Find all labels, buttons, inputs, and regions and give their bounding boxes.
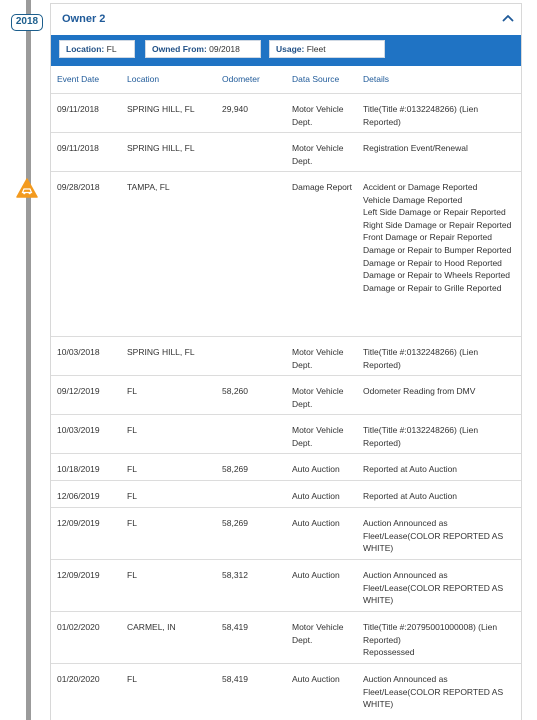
detail-line: Accident or Damage Reported [363,182,478,192]
detail-line: Reported at Auto Auction [363,491,458,501]
table-row [51,663,522,715]
column-header-data-source: Data Source [292,74,340,84]
detail-line: Title(Title #:0132248266) (Lien Reported) [363,104,479,127]
location-cell: FL [127,491,137,501]
location-cell: FL [127,464,137,474]
event-date-cell: 01/20/2020 [57,674,100,684]
owner-title: Owner 2 [62,13,106,25]
details-cell [363,673,515,711]
detail-line: Left Side Damage or Repair Reported [363,207,506,218]
data-source-cell: Motor Vehicle Dept. [292,622,344,645]
detail-line: Damage or Repair to Bumper Reported [363,244,512,255]
event-date-cell: 12/06/2019 [57,491,100,501]
table-row [51,171,522,336]
usage-label: Usage: [276,44,305,54]
details-cell [363,181,515,294]
owner-info-bar [51,35,522,66]
data-source-cell: Motor Vehicle Dept. [292,386,344,409]
owner-card [50,3,522,720]
location-cell: SPRING HILL, FL [127,143,195,153]
location-cell: FL [127,570,137,580]
location-value: FL [106,44,117,54]
event-date-cell: 09/12/2019 [57,386,100,396]
details-cell [363,346,515,371]
odometer-cell: 58,260 [222,386,248,396]
data-source-cell: Motor Vehicle Dept. [292,425,344,448]
owned-from-label: Owned From: [152,44,207,54]
table-row [51,453,522,480]
usage-chip [269,40,385,58]
event-date-cell: 10/03/2018 [57,347,100,357]
event-date-cell: 10/03/2019 [57,425,100,435]
table-row [51,480,522,507]
column-header-odometer: Odometer [222,74,260,84]
details-cell [363,103,515,128]
event-date-cell: 12/09/2019 [57,570,100,580]
location-cell: FL [127,386,137,396]
details-cell [363,621,515,659]
odometer-cell: 58,269 [222,518,248,528]
detail-line: Damage or Repair to Grille Reported [363,282,502,293]
data-source-cell: Damage Report [292,182,353,192]
data-source-cell: Auto Auction [292,491,340,501]
table-row [51,611,522,663]
column-header-details: Details [363,74,389,84]
location-cell: TAMPA, FL [127,182,170,192]
details-cell [363,385,515,398]
detail-line: Repossessed [363,647,415,658]
data-source-cell: Motor Vehicle Dept. [292,143,344,166]
year-badge: 2018 [11,14,43,31]
detail-line: Registration Event/Renewal [363,143,468,153]
data-source-cell: Auto Auction [292,570,340,580]
odometer-cell: 58,419 [222,622,248,632]
data-source-cell: Motor Vehicle Dept. [292,104,344,127]
timeline-line [26,0,31,720]
odometer-cell: 29,940 [222,104,248,114]
details-cell [363,569,515,607]
chevron-up-icon[interactable] [501,11,515,25]
column-header-location: Location [127,74,160,84]
table-row [51,93,522,132]
detail-line: Damage or Repair to Wheels Reported [363,270,510,281]
detail-line: Vehicle Damage Reported [363,194,463,205]
event-date-cell: 09/11/2018 [57,104,99,114]
odometer-cell: 58,269 [222,464,248,474]
detail-line: Reported at Auto Auction [363,464,458,474]
location-label: Location: [66,44,105,54]
event-date-cell: 01/02/2020 [57,622,100,632]
location-cell: FL [127,425,137,435]
event-date-cell: 09/11/2018 [57,143,99,153]
detail-line: Odometer Reading from DMV [363,386,476,396]
event-date-cell: 10/18/2019 [57,464,100,474]
detail-line: Front Damage or Repair Reported [363,232,492,243]
details-cell [363,463,515,476]
column-header-event-date: Event Date [57,74,100,84]
detail-line: Title(Title #:20795001000008) (Lien Reported) [363,622,498,645]
details-cell [363,424,515,449]
table-row [51,375,522,414]
detail-line: Right Side Damage or Repair Reported [363,219,512,230]
detail-line: Damage or Repair to Hood Reported [363,257,502,268]
data-source-cell: Auto Auction [292,464,340,474]
detail-line: Auction Announced as Fleet/Lease(COLOR REPORTED AS WHITE) [363,518,504,554]
location-cell: CARMEL, IN [127,622,176,632]
data-source-cell: Auto Auction [292,674,340,684]
details-cell [363,142,515,155]
damage-alert-icon [16,178,38,198]
table-row [51,507,522,559]
location-cell: SPRING HILL, FL [127,104,195,114]
detail-line: Auction Announced as Fleet/Lease(COLOR REPORTED AS WHITE) [363,674,504,710]
data-source-cell: Auto Auction [292,518,340,528]
location-cell: SPRING HILL, FL [127,347,195,357]
odometer-cell: 58,312 [222,570,248,580]
owned-from-chip [145,40,261,58]
event-date-cell: 09/28/2018 [57,182,100,192]
table-row [51,559,522,611]
location-chip [59,40,135,58]
location-cell: FL [127,518,137,528]
detail-line: Title(Title #:0132248266) (Lien Reported) [363,425,479,448]
history-table [51,93,522,715]
details-cell [363,517,515,555]
data-source-cell: Motor Vehicle Dept. [292,347,344,370]
owned-from-value: 09/2018 [209,44,240,54]
location-cell: FL [127,674,137,684]
table-row [51,414,522,453]
detail-line: Title(Title #:0132248266) (Lien Reported) [363,347,479,370]
table-row [51,132,522,171]
detail-line: Auction Announced as Fleet/Lease(COLOR REPORTED AS WHITE) [363,570,504,606]
details-cell [363,490,515,503]
odometer-cell: 58,419 [222,674,248,684]
table-row [51,336,522,375]
event-date-cell: 12/09/2019 [57,518,100,528]
owner-card-header[interactable] [51,4,521,35]
usage-value: Fleet [306,44,326,54]
